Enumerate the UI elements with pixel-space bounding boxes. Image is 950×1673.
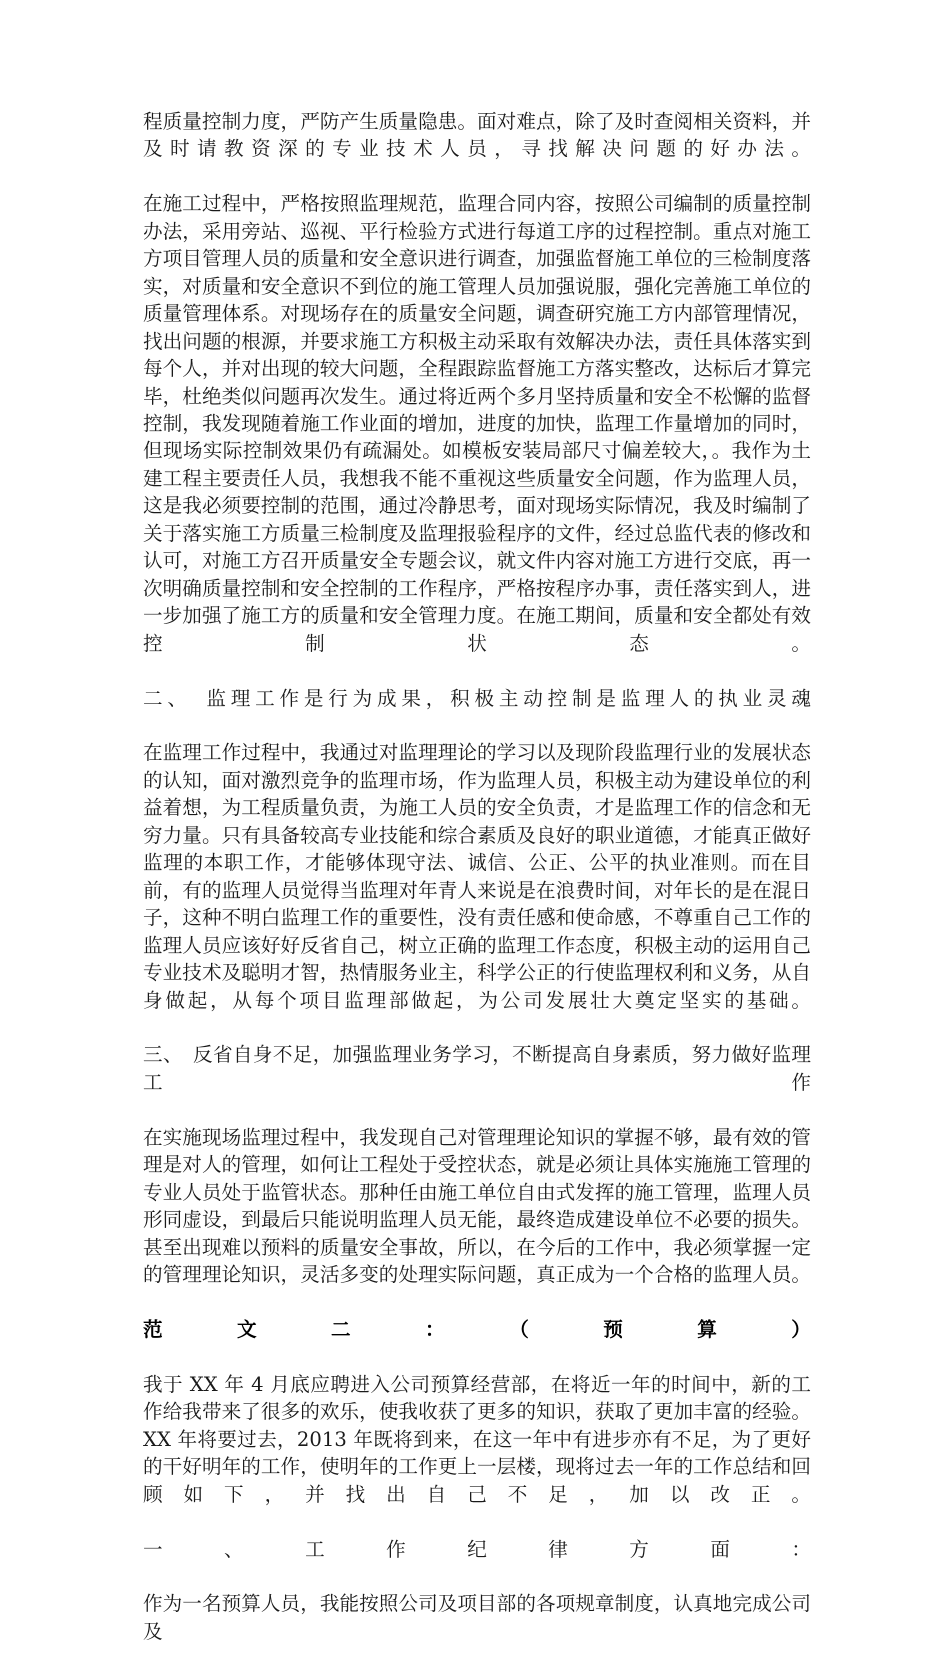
body-paragraph: 二、 监理工作是行为成果，积极主动控制是监理人的执业灵魂: [143, 686, 811, 710]
body-paragraph: 我于 XX 年 4 月底应聘进入公司预算经营部，在将近一年的时间中，新的工作给我带来了很多的欢乐，使我收获了更多的知识，获取了更加丰富的经验。XX 年将要过去，2013 年既将到来，在这一年中有进步亦有不足，为了更好的干好明年的工作，使明年的工作更上一层楼，现将过去一年的工作总结和回顾如下，并找出自己不足，加以改正。: [143, 1372, 811, 1506]
section-heading: 范文二：（预算）: [143, 1317, 811, 1341]
body-paragraph: 在施工过程中，严格按照监理规范，监理合同内容，按照公司编制的质量控制办法，采用旁站、巡视、平行检验方式进行每道工序的过程控制。重点对施工方项目管理人员的质量和安全意识进行调查，加强监督施工单位的三检制度落实，对质量和安全意识不到位的施工管理人员加强说服，强化完善施工单位的质量管理体系。对现场存在的质量安全问题，调查研究施工方内部管理情况，找出问题的根源，并要求施工方积极主动采取有效解决办法，责任具体落实到每个人，并对出现的较大问题，全程跟踪监督施工方落实整改，达标后才算完毕，杜绝类似问题再次发生。通过将近两个多月坚持质量和安全不松懈的监督控制，我发现随着施工作业面的增加，进度的加快，监理工作量增加的同时，但现场实际控制效果仍有疏漏处。如模板安装局部尺寸偏差较大，。我作为土建工程主要责任人员，我想我不能不重视这些质量安全问题，作为监理人员，这是我必须要控制的范围，通过冷静思考，面对现场实际情况，我及时编制了关于落实施工方质量三检制度及监理报验程序的文件，经过总监代表的修改和认可，对施工方召开质量安全专题会议，就文件内容对施工方进行交底，再一次明确质量控制和安全控制的工作程序，严格按程序办事，责任落实到人，进一步加强了施工方的质量和安全管理力度。在施工期间，质量和安全都处有效控制状态。: [143, 192, 811, 655]
body-paragraph: 在实施现场监理过程中，我发现自己对管理理论知识的掌握不够，最有效的管理是对人的管理，如何让工程处于受控状态，就是必须让具体实施施工管理的专业人员处于监管状态。那种任由施工单位自由式发挥的施工管理，监理人员形同虚设，到最后只能说明监理人员无能，最终造成建设单位不必要的损失。甚至出现难以预料的质量安全事故，所以，在今后的工作中，我必须掌握一定的管理理论知识，灵活多变的处理实际问题，真正成为一个合格的监理人员。: [143, 1125, 811, 1287]
body-paragraph: 在监理工作过程中，我通过对监理理论的学习以及现阶段监理行业的发展状态的认知，面对激烈竞争的监理市场，作为监理人员，积极主动为建设单位的利益着想，为工程质量负责，为施工人员的安全负责，才是监理工作的信念和无穷力量。只有具备较高专业技能和综合素质及良好的职业道德，才能真正做好监理的本职工作，才能够体现守法、诚信、公正、公平的执业准则。而在目前，有的监理人员觉得当监理对年青人来说是在浪费时间，对年长的是在混日子，这种不明白监理工作的重要性，没有责任感和使命感，不尊重自己工作的监理人员应该好好反省自己，树立正确的监理工作态度，积极主动的运用自己专业技术及聪明才智，热情服务业主，科学公正的行使监理权利和义务，从自身做起，从每个项目监理部做起，为公司发展壮大奠定坚实的基础。: [143, 741, 811, 1012]
document-body-text-column: [143, 108, 811, 1673]
body-paragraph: 一、工作纪律方面：: [143, 1537, 811, 1561]
body-paragraph: 三、 反省自身不足，加强监理业务学习，不断提高自身素质，努力做好监理工作: [143, 1043, 811, 1094]
body-paragraph: 程质量控制力度，严防产生质量隐患。面对难点，除了及时查阅相关资料，并及时请教资深的专业技术人员，寻找解决问题的好办法。: [143, 110, 811, 161]
body-paragraph: 作为一名预算人员，我能按照公司及项目部的各项规章制度，认真地完成公司及: [143, 1592, 811, 1643]
